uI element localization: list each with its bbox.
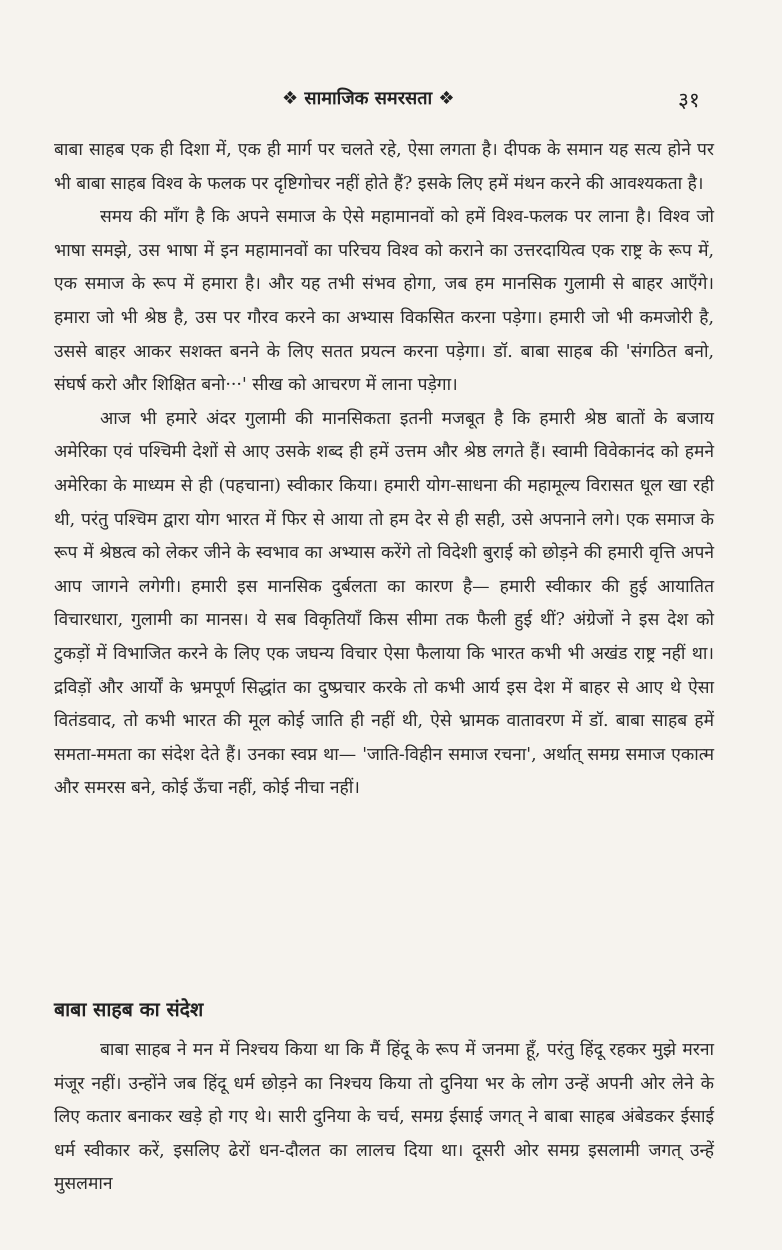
section-heading: बाबा साहब का संदेश: [54, 998, 204, 1021]
body-text: [54, 134, 714, 806]
paragraph: आज भी हमारे अंदर गुलामी की मानसिकता इतनी मजबूत है कि हमारी श्रेष्ठ बातों के बजाय अमेरिका एवं पश्चिमी देशों से आए उसके शब्द ही हमें उत्तम और श्रेष्ठ लगते हैं। स्वामी विवेकानंद को हमने अमेरिका के माध्यम से ही (पहचाना) स्वीकार किया। हमारी योग-साधना की महामूल्य विरासत धूल खा रही थी, परंतु पश्चिम द्वारा योग भारत में फिर से आया तो हम देर से ही सही, उसे अपनाने लगे। एक समाज के रूप में श्रेष्ठत्व को लेकर जीने के स्वभाव का अभ्यास करेंगे तो विदेशी बुराई को छोड़ने की हमारी वृत्ति अपने आप जागने लगेगी। हमारी इस मानसिक दुर्बलता का कारण है— हमारी स्वीकार की हुई आयातित विचारधारा, गुलामी का मानस। ये सब विकृतियाँ किस सीमा तक फैली हुई थीं? अंग्रेजों ने इस देश को टुकड़ों में विभाजित करने के लिए एक जघन्य विचार ऐसा फैलाया कि भारत कभी भी अखंड राष्ट्र नहीं था। द्रविड़ों और आर्यों के भ्रमपूर्ण सिद्धांत का दुष्प्रचार करके तो कभी आर्य इस देश में बाहर से आए थे ऐसा वितंडवाद, तो कभी भारत की मूल कोई जाति ही नहीं थी, ऐसे भ्रामक वातावरण में डॉ. बाबा साहब हमें समता-ममता का संदेश देते हैं। उनका स्वप्न था— 'जाति-विहीन समाज रचना', अर्थात् समग्र समाज एकात्म और समरस बने, कोई ऊँचा नहीं, कोई नीचा नहीं।: [54, 408, 714, 799]
paragraph: बाबा साहब एक ही दिशा में, एक ही मार्ग पर चलते रहे, ऐसा लगता है। दीपक के समान यह सत्य होने पर भी बाबा साहब विश्व के फलक पर दृष्टिगोचर नहीं होते हैं? इसके लिए हमें मंथन करने की आवश्यकता है।: [54, 140, 714, 194]
section-body: [54, 1034, 714, 1202]
paragraph: समय की माँग है कि अपने समाज के ऐसे महामानवों को हमें विश्व-फलक पर लाना है। विश्व जो भाषा समझे, उस भाषा में इन महामानवों का परिचय विश्व को कराने का उत्तरदायित्व एक राष्ट्र के रूप में, एक समाज के रूप में हमारा है। और यह तभी संभव होगा, जब हम मानसिक गुलामी से बाहर आएँगे। हमारा जो भी श्रेष्ठ है, उस पर गौरव करने का अभ्यास विकसित करना पड़ेगा। हमारी जो भी कमजोरी है, उससे बाहर आकर सशक्त बनने के लिए सतत प्रयत्न करना पड़ेगा। डॉ. बाबा साहब की 'संगठित बनो, संघर्ष करो और शिक्षित बनो···' सीख को आचरण में लाना पड़ेगा।: [54, 207, 714, 396]
page-number: ३१: [678, 88, 700, 112]
paragraph: बाबा साहब ने मन में निश्चय किया था कि मैं हिंदू के रूप में जनमा हूँ, परंतु हिंदू रहकर मुझे मरना मंजूर नहीं। उन्होंने जब हिंदू धर्म छोड़ने का निश्चय किया तो दुनिया भर के लोग उन्हें अपनी ओर लेने के लिए कतार बनाकर खड़े हो गए थे। सारी दुनिया के चर्च, समग्र ईसाई जगत् ने बाबा साहब अंबेडकर ईसाई धर्म स्वीकार करें, इसलिए ढेरों धन-दौलत का लालच दिया था। दूसरी ओर समग्र इसलामी जगत् उन्हें मुसलमान: [54, 1040, 714, 1195]
running-title: ❖ सामाजिक समरसता ❖: [282, 88, 455, 109]
running-header: [0, 86, 782, 116]
